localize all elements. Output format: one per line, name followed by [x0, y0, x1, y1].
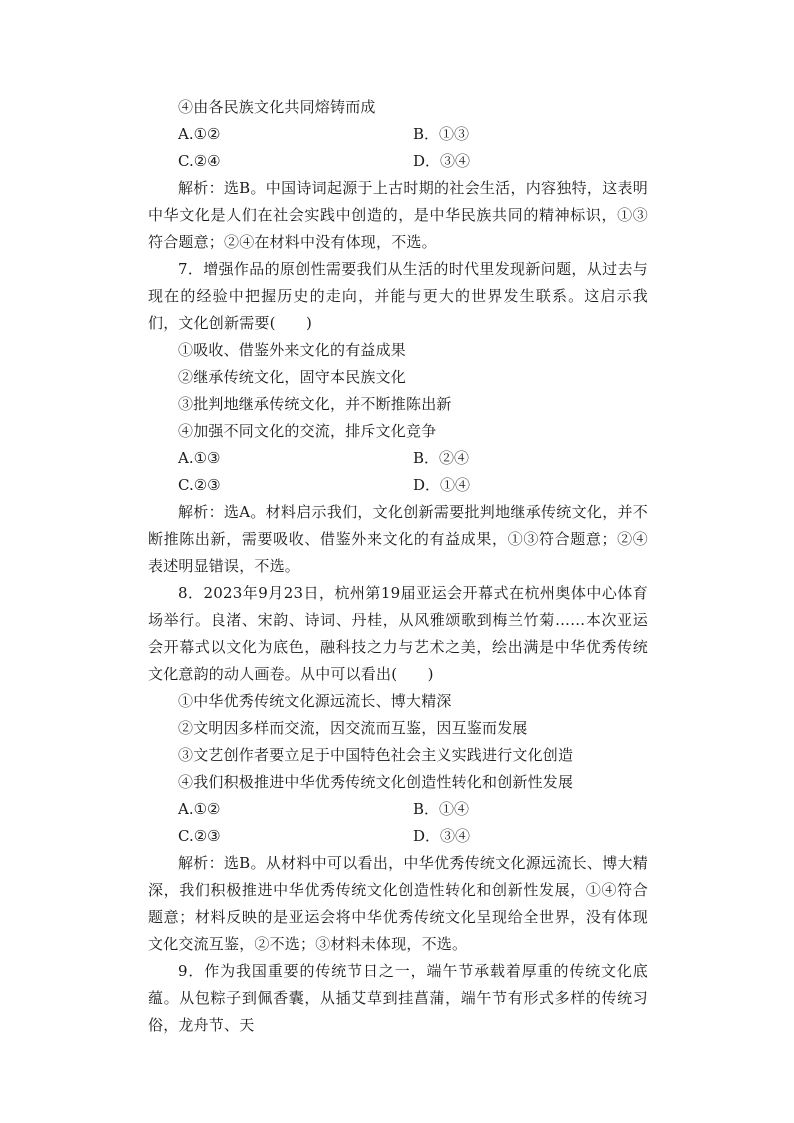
q7-item-3: ③批判地继承传统文化，并不断推陈出新 — [178, 395, 452, 413]
q8-option-a: A.①② — [178, 800, 221, 818]
q8-option-d: D．③④ — [413, 827, 471, 845]
q7-option-b: B．②④ — [413, 449, 470, 467]
q8-stem: 8．2023年9月23日，杭州第19届亚运会开幕式在杭州奥体中心体育场举行。良渚、宋韵、诗词、丹桂，从风雅颂歌到梅兰竹菊……本次亚运会开幕式以文化为底色，融科技之力与艺术之美，绘出满是中华优秀传统文化意韵的动人画卷。从中可以看出( ) — [148, 584, 648, 683]
q8-options-row-2 — [148, 823, 648, 850]
q6-analysis: 解析：选B。中国诗词起源于上古时期的社会生活，内容独特，这表明中华文化是人们在社会实践中创造的，是中华民族共同的精神标识，①③符合题意；②④在材料中没有体现，不选。 — [148, 179, 648, 251]
q8-option-c: C.②③ — [178, 827, 221, 845]
q8-option-b: B．①④ — [413, 800, 470, 818]
q7-analysis: 解析：选A。材料启示我们，文化创新需要批判地继承传统文化，并不断推陈出新，需要吸收、借鉴外来文化的有益成果，①③符合题意；②④表述明显错误，不选。 — [148, 503, 648, 575]
q7-option-c: C.②③ — [178, 476, 221, 494]
q8-item-4: ④我们积极推进中华优秀传统文化创造性转化和创新性发展 — [178, 773, 574, 791]
q7-item-1: ①吸收、借鉴外来文化的有益成果 — [178, 341, 407, 359]
q6-option-b: B．①③ — [413, 125, 470, 143]
q7-options-row-2 — [148, 472, 648, 499]
q7-item-4: ④加强不同文化的交流，排斥文化竞争 — [178, 422, 437, 440]
q8-item-3: ③文艺创作者要立足于中国特色社会主义实践进行文化创造 — [178, 746, 574, 764]
q8-item-2: ②文明因多样而交流，因交流而互鉴，因互鉴而发展 — [178, 719, 528, 737]
q6-option-c: C.②④ — [178, 152, 221, 170]
q7-options-row-1 — [148, 445, 648, 472]
q8-analysis: 解析：选B。从材料中可以看出，中华优秀传统文化源远流长、博大精深，我们积极推进中华优秀传统文化创造性转化和创新性发展，①④符合题意；材料反映的是亚运会将中华优秀传统文化呈现给全世界，没有体现文化交流互鉴，②不选；③材料未体现，不选。 — [148, 854, 648, 953]
q7-stem: 7．增强作品的原创性需要我们从生活的时代里发现新问题，从过去与现在的经验中把握历史的走向，并能与更大的世界发生联系。这启示我们，文化创新需要( ) — [148, 260, 648, 332]
q8-options-row-1 — [148, 796, 648, 823]
document-page — [148, 94, 648, 1039]
q6-options-row-2 — [148, 148, 648, 175]
q7-item-2: ②继承传统文化，固守本民族文化 — [178, 368, 407, 386]
q8-item-1: ①中华优秀传统文化源远流长、博大精深 — [178, 692, 452, 710]
q7-option-d: D．①④ — [413, 476, 471, 494]
q9-stem: 9．作为我国重要的传统节日之一，端午节承载着厚重的传统文化底蕴。从包粽子到佩香囊，从插艾草到挂菖蒲，端午节有形式多样的传统习俗，龙舟节、天 — [148, 962, 648, 1034]
q6-option-a: A.①② — [178, 125, 221, 143]
q6-option-d: D．③④ — [413, 152, 471, 170]
q6-options-row-1 — [148, 121, 648, 148]
q7-option-a: A.①③ — [178, 449, 221, 467]
q6-item-4: ④由各民族文化共同熔铸而成 — [178, 98, 376, 116]
